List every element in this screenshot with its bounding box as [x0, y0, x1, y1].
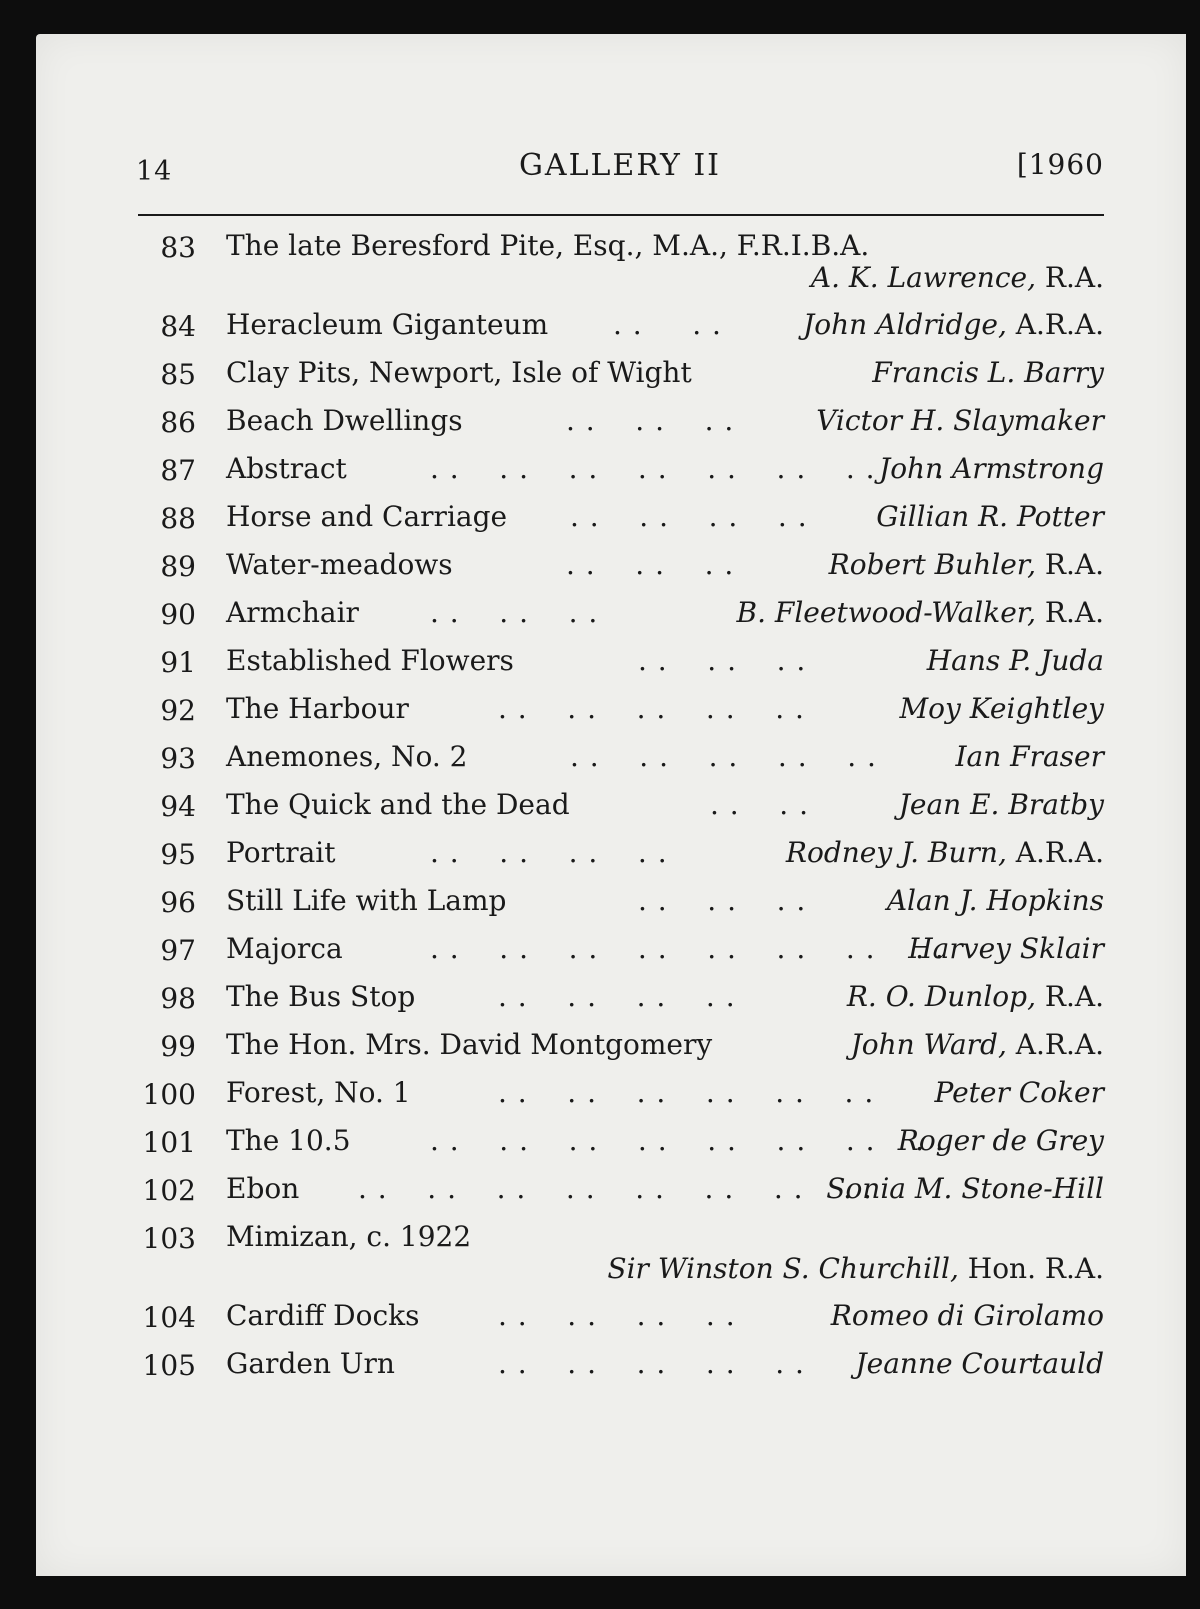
artist-name: Rodney J. Burn, — [785, 836, 1007, 869]
entry-artist — [900, 685, 1105, 733]
year: [1960 — [1016, 148, 1104, 181]
entry-title: The Bus Stop — [226, 980, 416, 1013]
artist-name: Robert Buhler, — [828, 548, 1036, 581]
entry-number: 96 — [160, 886, 196, 919]
artist-name: Alan J. Hopkins — [886, 884, 1104, 917]
artist-name: Sonia M. Stone-Hill — [826, 1172, 1104, 1205]
catalogue-entry — [138, 1021, 1104, 1069]
entry-number: 98 — [160, 982, 196, 1015]
entry-number: 103 — [142, 1222, 196, 1255]
entry-title: Beach Dwellings — [226, 404, 463, 437]
entry-number: 97 — [160, 934, 196, 967]
entry-number: 92 — [160, 694, 196, 727]
entry-artist — [876, 493, 1104, 541]
catalogue-entry — [138, 829, 1104, 877]
entry-number: 101 — [142, 1126, 196, 1159]
artist-name: John Ward, — [850, 1028, 1007, 1061]
leader-dots: . . . . . . . . . . — [498, 692, 805, 725]
catalogue-entry — [138, 685, 1104, 733]
artist-name: Moy Keightley — [899, 692, 1104, 725]
entry-title: Still Life with Lamp — [226, 884, 507, 917]
catalogue-entry — [138, 1340, 1104, 1388]
entry-artist — [803, 301, 1104, 349]
entry-title: The 10.5 — [226, 1124, 351, 1157]
leader-dots: . . . . . . — [566, 548, 735, 581]
entry-title: The Quick and the Dead — [226, 788, 570, 821]
artist-name: B. Fleetwood-Walker, — [736, 596, 1036, 629]
entry-artist — [855, 1340, 1104, 1388]
entry-number: 94 — [160, 790, 196, 823]
gallery-title: GALLERY II — [518, 148, 722, 183]
catalogue-entry — [138, 445, 1104, 493]
entry-number: 85 — [160, 358, 196, 391]
entry-artist — [786, 829, 1104, 877]
catalogue-entry — [138, 397, 1104, 445]
entry-title: Established Flowers — [226, 644, 514, 677]
catalogue-entry — [138, 733, 1104, 781]
catalogue-entry — [138, 973, 1104, 1021]
entry-number: 95 — [160, 838, 196, 871]
entry-title: Water-meadows — [226, 548, 453, 581]
leader-dots: . . . . . . . . . . . . — [498, 1076, 875, 1109]
entry-artist — [898, 1117, 1104, 1165]
leader-dots: . . . . . . . . . . . . . . . . — [430, 932, 945, 965]
artist-name: Harvey Sklair — [908, 932, 1104, 965]
entry-artist — [829, 541, 1104, 589]
entry-title: Forest, No. 1 — [226, 1076, 411, 1109]
entry-title: Anemones, No. 2 — [226, 740, 468, 773]
entry-title: Cardiff Docks — [226, 1299, 420, 1332]
entry-number: 100 — [142, 1078, 196, 1111]
entry-artist — [887, 877, 1104, 925]
leader-dots: . . . . . . . . — [430, 836, 668, 869]
entry-number: 88 — [160, 502, 196, 535]
entry-title: Armchair — [226, 596, 359, 629]
leader-dots: . . . . . . . . . . . . . . . . — [430, 452, 945, 485]
header-rule — [138, 214, 1104, 216]
page-number: 14 — [136, 156, 173, 187]
artist-name: Peter Coker — [934, 1076, 1104, 1109]
catalogue-entry — [138, 301, 1104, 349]
artist-name: Gillian R. Potter — [876, 500, 1104, 533]
entry-title: Garden Urn — [226, 1347, 395, 1380]
artist-name: Roger de Grey — [897, 1124, 1104, 1157]
leader-dots: . . . . . . . . . . . . . . . . — [358, 1172, 873, 1205]
leader-dots: . . . . . . — [430, 596, 599, 629]
entry-artist — [851, 1021, 1104, 1069]
catalogue-entry — [138, 1213, 1104, 1292]
artist-name: Romeo di Girolamo — [830, 1299, 1104, 1332]
entry-artist — [908, 925, 1104, 973]
entry-title: Mimizan, c. 1922 — [226, 1220, 472, 1253]
entry-artist — [879, 445, 1104, 493]
entry-artist — [935, 1069, 1104, 1117]
entry-artist — [872, 349, 1104, 397]
leader-dots: . . . . . . . . — [498, 980, 736, 1013]
catalogue-entry — [138, 925, 1104, 973]
entry-artist — [831, 1292, 1104, 1340]
artist-name: Hans P. Juda — [926, 644, 1104, 677]
entry-number: 84 — [160, 310, 196, 343]
artist-name: Ian Fraser — [955, 740, 1104, 773]
entry-number: 91 — [160, 646, 196, 679]
entry-title: Majorca — [226, 932, 343, 965]
entry-title: The Harbour — [226, 692, 409, 725]
leader-dots: . . . . . . . . . . — [498, 1347, 805, 1380]
catalogue-entry — [138, 877, 1104, 925]
entry-artist — [955, 733, 1104, 781]
entry-artist — [826, 1165, 1104, 1213]
leader-dots: . . . . . . — [638, 884, 807, 917]
entry-number: 105 — [142, 1349, 196, 1382]
entry-artist — [607, 1245, 1104, 1293]
entry-artist — [811, 254, 1104, 302]
catalogue-entry — [138, 1069, 1104, 1117]
entry-number: 87 — [160, 454, 196, 487]
entry-artist — [737, 589, 1104, 637]
catalogue-entry — [138, 1292, 1104, 1340]
entry-title: Horse and Carriage — [226, 500, 508, 533]
artist-honours: A.R.A. — [1015, 836, 1104, 869]
entry-number: 86 — [160, 406, 196, 439]
leader-dots: . . . . . . . . — [570, 500, 808, 533]
entry-number: 99 — [160, 1030, 196, 1063]
page-header — [136, 118, 1104, 187]
entry-title: The late Beresford Pite, Esq., M.A., F.R.I.B.A. — [226, 229, 870, 262]
artist-name: John Armstrong — [878, 452, 1104, 485]
leader-dots: . . . . . . — [566, 404, 735, 437]
artist-honours: R.A. — [1044, 596, 1104, 629]
entry-number: 89 — [160, 550, 196, 583]
entry-number: 93 — [160, 742, 196, 775]
entry-title: Abstract — [226, 452, 347, 485]
artist-name: A. K. Lawrence, — [810, 261, 1036, 294]
entry-title: Portrait — [226, 836, 336, 869]
catalogue-entry — [138, 541, 1104, 589]
artist-honours: R.A. — [1044, 548, 1104, 581]
artist-honours: Hon. R.A. — [967, 1252, 1104, 1285]
artist-name: R. O. Dunlop, — [846, 980, 1036, 1013]
artist-honours: R.A. — [1044, 261, 1104, 294]
entry-title: Heracleum Giganteum — [226, 308, 549, 341]
catalogue-entry — [138, 349, 1104, 397]
artist-name: Jeanne Courtauld — [855, 1347, 1104, 1380]
entry-title: The Hon. Mrs. David Montgomery — [226, 1028, 713, 1061]
entry-title: Clay Pits, Newport, Isle of Wight — [226, 356, 692, 389]
catalogue-entry — [138, 222, 1104, 301]
entry-artist — [899, 781, 1104, 829]
artist-honours: A.R.A. — [1015, 1028, 1104, 1061]
artist-name: Francis L. Barry — [872, 356, 1104, 389]
entry-artist — [816, 397, 1104, 445]
artist-name: John Aldridge, — [803, 308, 1007, 341]
catalogue-entries — [138, 222, 1104, 1388]
artist-name: Victor H. Slaymaker — [816, 404, 1104, 437]
entry-artist — [847, 973, 1104, 1021]
catalogue-entry — [138, 781, 1104, 829]
catalogue-entry — [138, 589, 1104, 637]
artist-name: Jean E. Bratby — [898, 788, 1104, 821]
artist-name: Sir Winston S. Churchill, — [607, 1252, 959, 1285]
entry-number: 90 — [160, 598, 196, 631]
leader-dots: . . . . . . . . . . — [570, 740, 877, 773]
catalogue-entry — [138, 637, 1104, 685]
catalogue-entry — [138, 493, 1104, 541]
catalogue-entry — [138, 1165, 1104, 1213]
artist-honours: A.R.A. — [1015, 308, 1104, 341]
leader-dots: . . . . — [613, 308, 722, 341]
leader-dots: . . . . . . — [638, 644, 807, 677]
entry-number: 83 — [160, 231, 196, 264]
leader-dots: . . . . . . . . . . . . . . . . — [430, 1124, 945, 1157]
leader-dots: . . . . . . . . — [498, 1299, 736, 1332]
catalogue-entry — [138, 1117, 1104, 1165]
entry-artist — [927, 637, 1104, 685]
leader-dots: . . . . — [710, 788, 810, 821]
entry-title: Ebon — [226, 1172, 300, 1205]
entry-number: 102 — [142, 1174, 196, 1207]
artist-honours: R.A. — [1044, 980, 1104, 1013]
entry-number: 104 — [142, 1301, 196, 1334]
